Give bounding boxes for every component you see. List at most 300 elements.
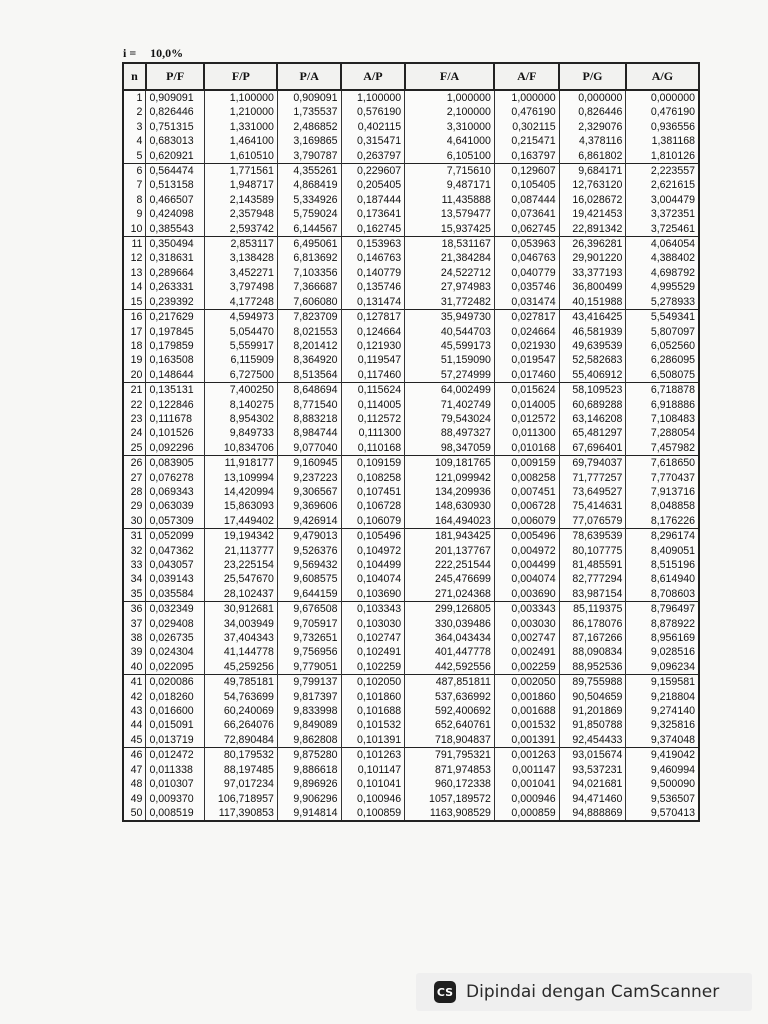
table-cell-n: 16 <box>123 310 146 325</box>
table-cell-pa: 7,366687 <box>277 280 341 294</box>
table-row <box>123 792 699 806</box>
table-cell-af: 0,011300 <box>494 426 559 440</box>
table-cell-pf: 0,239392 <box>146 295 204 310</box>
table-cell-fp: 49,785181 <box>204 675 277 690</box>
table-cell-pf: 0,751315 <box>146 120 204 134</box>
table-cell-pf: 0,069343 <box>146 485 204 499</box>
table-cell-fa: 11,435888 <box>405 193 495 207</box>
table-cell-n: 50 <box>123 806 146 821</box>
table-cell-n: 39 <box>123 645 146 659</box>
table-cell-pa: 9,644159 <box>277 587 341 602</box>
table-cell-fp: 1,100000 <box>204 90 277 105</box>
table-cell-af: 0,014005 <box>494 398 559 412</box>
table-cell-n: 43 <box>123 704 146 718</box>
table-cell-ap: 0,101041 <box>341 777 405 791</box>
table-row <box>123 471 699 485</box>
table-row <box>123 134 699 148</box>
table-cell-af: 0,006728 <box>494 499 559 513</box>
table-cell-af: 0,035746 <box>494 280 559 294</box>
table-cell-fa: 24,522712 <box>405 266 495 280</box>
table-cell-af: 0,009159 <box>494 456 559 471</box>
table-cell-fp: 4,177248 <box>204 295 277 310</box>
table-cell-pa: 2,486852 <box>277 120 341 134</box>
watermark-text: Dipindai dengan CamScanner <box>466 982 720 1002</box>
table-cell-pa: 9,779051 <box>277 660 341 675</box>
table-cell-pg: 29,901220 <box>559 251 626 265</box>
table-cell-pf: 0,148644 <box>146 368 204 383</box>
table-cell-pg: 60,689288 <box>559 398 626 412</box>
table-row <box>123 763 699 777</box>
table-row <box>123 733 699 748</box>
table-cell-pg: 16,028672 <box>559 193 626 207</box>
table-cell-n: 11 <box>123 237 146 252</box>
table-cell-pf: 0,135131 <box>146 383 204 398</box>
table-row <box>123 602 699 617</box>
table-cell-pf: 0,466507 <box>146 193 204 207</box>
table-row <box>123 149 699 164</box>
table-cell-fa: 181,943425 <box>405 529 495 544</box>
interest-rate-label <box>123 46 183 61</box>
table-cell-ag: 0,000000 <box>626 90 699 105</box>
table-cell-n: 17 <box>123 325 146 339</box>
table-cell-n: 6 <box>123 164 146 179</box>
table-row <box>123 193 699 207</box>
table-cell-fp: 2,593742 <box>204 222 277 237</box>
table-cell-ap: 0,153963 <box>341 237 405 252</box>
column-header-fa: F/A <box>405 63 495 90</box>
table-cell-af: 0,087444 <box>494 193 559 207</box>
table-cell-pg: 6,861802 <box>559 149 626 164</box>
table-cell-pa: 9,906296 <box>277 792 341 806</box>
table-cell-fa: 13,579477 <box>405 207 495 221</box>
table-cell-ap: 0,146763 <box>341 251 405 265</box>
table-cell-af: 0,019547 <box>494 353 559 367</box>
table-cell-fa: 487,851811 <box>405 675 495 690</box>
table-cell-ag: 1,810126 <box>626 149 699 164</box>
table-cell-pg: 69,794037 <box>559 456 626 471</box>
table-cell-pa: 9,799137 <box>277 675 341 690</box>
table-cell-pg: 9,684171 <box>559 164 626 179</box>
table-row <box>123 441 699 456</box>
table-row <box>123 398 699 412</box>
camscanner-logo-icon: CS <box>434 981 456 1003</box>
table-cell-n: 21 <box>123 383 146 398</box>
table-cell-pf: 0,826446 <box>146 105 204 119</box>
table-cell-af: 0,012572 <box>494 412 559 426</box>
table-cell-pg: 43,416425 <box>559 310 626 325</box>
table-cell-af: 0,005496 <box>494 529 559 544</box>
table-row <box>123 529 699 544</box>
table-cell-pa: 7,823709 <box>277 310 341 325</box>
table-cell-pg: 63,146208 <box>559 412 626 426</box>
table-cell-pg: 75,414631 <box>559 499 626 513</box>
table-cell-pg: 52,582683 <box>559 353 626 367</box>
table-cell-n: 15 <box>123 295 146 310</box>
table-cell-fp: 1,610510 <box>204 149 277 164</box>
table-cell-pf: 0,217629 <box>146 310 204 325</box>
table-cell-ag: 9,536507 <box>626 792 699 806</box>
table-cell-ag: 4,995529 <box>626 280 699 294</box>
table-cell-ag: 5,549341 <box>626 310 699 325</box>
table-cell-af: 0,002747 <box>494 631 559 645</box>
table-cell-pf: 0,009370 <box>146 792 204 806</box>
table-cell-pf: 0,029408 <box>146 617 204 631</box>
table-cell-fp: 4,594973 <box>204 310 277 325</box>
table-cell-fp: 117,390853 <box>204 806 277 821</box>
table-cell-pf: 0,016600 <box>146 704 204 718</box>
table-cell-af: 0,002491 <box>494 645 559 659</box>
table-cell-n: 35 <box>123 587 146 602</box>
table-cell-pg: 73,649527 <box>559 485 626 499</box>
table-cell-fa: 960,172338 <box>405 777 495 791</box>
table-cell-n: 38 <box>123 631 146 645</box>
table-row <box>123 251 699 265</box>
table-cell-fa: 9,487171 <box>405 178 495 192</box>
table-cell-fp: 34,003949 <box>204 617 277 631</box>
table-cell-fp: 25,547670 <box>204 572 277 586</box>
table-row <box>123 631 699 645</box>
table-cell-pa: 5,759024 <box>277 207 341 221</box>
table-cell-pg: 71,777257 <box>559 471 626 485</box>
table-cell-n: 25 <box>123 441 146 456</box>
table-cell-pf: 0,013719 <box>146 733 204 748</box>
table-cell-n: 22 <box>123 398 146 412</box>
table-cell-pg: 89,755988 <box>559 675 626 690</box>
table-cell-af: 0,040779 <box>494 266 559 280</box>
table-row <box>123 339 699 353</box>
table-cell-n: 5 <box>123 149 146 164</box>
table-cell-af: 0,003343 <box>494 602 559 617</box>
table-cell-n: 9 <box>123 207 146 221</box>
table-cell-pf: 0,032349 <box>146 602 204 617</box>
table-cell-pa: 9,237223 <box>277 471 341 485</box>
table-cell-pf: 0,263331 <box>146 280 204 294</box>
table-cell-pg: 22,891342 <box>559 222 626 237</box>
table-row <box>123 806 699 821</box>
table-cell-af: 0,021930 <box>494 339 559 353</box>
table-cell-af: 0,163797 <box>494 149 559 164</box>
table-cell-pf: 0,909091 <box>146 90 204 105</box>
table-cell-pa: 3,169865 <box>277 134 341 148</box>
table-cell-ap: 0,101147 <box>341 763 405 777</box>
table-row <box>123 280 699 294</box>
table-cell-ag: 9,028516 <box>626 645 699 659</box>
table-cell-af: 0,001263 <box>494 748 559 763</box>
column-header-ag: A/G <box>626 63 699 90</box>
table-cell-ap: 0,109159 <box>341 456 405 471</box>
table-cell-pf: 0,163508 <box>146 353 204 367</box>
table-cell-pf: 0,022095 <box>146 660 204 675</box>
table-cell-pf: 0,101526 <box>146 426 204 440</box>
table-cell-ag: 4,064054 <box>626 237 699 252</box>
table-cell-af: 0,000859 <box>494 806 559 821</box>
table-row <box>123 558 699 572</box>
table-cell-ag: 8,409051 <box>626 544 699 558</box>
table-cell-af: 0,031474 <box>494 295 559 310</box>
table-cell-pg: 77,076579 <box>559 514 626 529</box>
table-cell-ag: 8,048858 <box>626 499 699 513</box>
table-cell-pf: 0,083905 <box>146 456 204 471</box>
table-cell-af: 0,017460 <box>494 368 559 383</box>
table-cell-pg: 65,481297 <box>559 426 626 440</box>
column-header-pf: P/F <box>146 63 204 90</box>
table-cell-af: 0,002050 <box>494 675 559 690</box>
table-cell-fa: 364,043434 <box>405 631 495 645</box>
table-cell-n: 14 <box>123 280 146 294</box>
table-cell-pg: 90,504659 <box>559 690 626 704</box>
table-cell-fa: 871,974853 <box>405 763 495 777</box>
table-cell-af: 0,024664 <box>494 325 559 339</box>
table-cell-pg: 4,378116 <box>559 134 626 148</box>
table-cell-fp: 9,849733 <box>204 426 277 440</box>
table-cell-ag: 9,500090 <box>626 777 699 791</box>
table-cell-n: 29 <box>123 499 146 513</box>
table-cell-pa: 9,569432 <box>277 558 341 572</box>
table-cell-ap: 0,124664 <box>341 325 405 339</box>
table-cell-ap: 0,101391 <box>341 733 405 748</box>
table-cell-pg: 78,639539 <box>559 529 626 544</box>
table-cell-fp: 30,912681 <box>204 602 277 617</box>
table-cell-af: 0,001041 <box>494 777 559 791</box>
table-cell-ag: 5,278933 <box>626 295 699 310</box>
table-cell-pa: 8,771540 <box>277 398 341 412</box>
table-cell-ag: 3,725461 <box>626 222 699 237</box>
table-cell-pf: 0,020086 <box>146 675 204 690</box>
table-row <box>123 266 699 280</box>
table-row <box>123 704 699 718</box>
table-row <box>123 426 699 440</box>
table-cell-af: 0,062745 <box>494 222 559 237</box>
table-cell-fp: 54,763699 <box>204 690 277 704</box>
table-cell-pa: 9,875280 <box>277 748 341 763</box>
table-row <box>123 485 699 499</box>
table-row <box>123 325 699 339</box>
table-cell-pf: 0,683013 <box>146 134 204 148</box>
table-cell-fa: 40,544703 <box>405 325 495 339</box>
table-cell-pf: 0,385543 <box>146 222 204 237</box>
table-cell-fp: 1,210000 <box>204 105 277 119</box>
table-cell-ap: 0,121930 <box>341 339 405 353</box>
table-row <box>123 718 699 732</box>
table-cell-fp: 72,890484 <box>204 733 277 748</box>
table-row <box>123 383 699 398</box>
table-cell-ag: 6,052560 <box>626 339 699 353</box>
table-cell-fa: 222,251544 <box>405 558 495 572</box>
table-cell-n: 37 <box>123 617 146 631</box>
table-cell-n: 4 <box>123 134 146 148</box>
table-cell-pg: 93,537231 <box>559 763 626 777</box>
table-cell-pa: 8,364920 <box>277 353 341 367</box>
table-cell-ag: 2,621615 <box>626 178 699 192</box>
table-cell-n: 44 <box>123 718 146 732</box>
rate-symbol: i = <box>123 46 137 60</box>
table-cell-pf: 0,513158 <box>146 178 204 192</box>
table-cell-ag: 0,476190 <box>626 105 699 119</box>
table-cell-fp: 15,863093 <box>204 499 277 513</box>
table-cell-fa: 537,636992 <box>405 690 495 704</box>
table-cell-ap: 0,108258 <box>341 471 405 485</box>
column-header-n: n <box>123 63 146 90</box>
table-cell-ag: 6,718878 <box>626 383 699 398</box>
table-cell-pg: 85,119375 <box>559 602 626 617</box>
table-cell-ap: 0,106728 <box>341 499 405 513</box>
table-row <box>123 456 699 471</box>
table-cell-pa: 0,909091 <box>277 90 341 105</box>
table-cell-pa: 9,914814 <box>277 806 341 821</box>
table-cell-ag: 8,515196 <box>626 558 699 572</box>
table-cell-pg: 46,581939 <box>559 325 626 339</box>
table-cell-fa: 6,105100 <box>405 149 495 164</box>
table-cell-n: 48 <box>123 777 146 791</box>
table-cell-ap: 0,117460 <box>341 368 405 383</box>
table-cell-af: 0,215471 <box>494 134 559 148</box>
table-cell-pg: 88,090834 <box>559 645 626 659</box>
table-cell-ap: 0,140779 <box>341 266 405 280</box>
table-cell-pg: 40,151988 <box>559 295 626 310</box>
table-cell-n: 24 <box>123 426 146 440</box>
table-cell-fa: 31,772482 <box>405 295 495 310</box>
table-cell-fa: 1057,189572 <box>405 792 495 806</box>
column-header-af: A/F <box>494 63 559 90</box>
table-cell-ag: 5,807097 <box>626 325 699 339</box>
table-cell-pg: 19,421453 <box>559 207 626 221</box>
table-row <box>123 645 699 659</box>
table-cell-fa: 718,904837 <box>405 733 495 748</box>
table-cell-pf: 0,197845 <box>146 325 204 339</box>
table-cell-ag: 3,372351 <box>626 207 699 221</box>
table-cell-fa: 201,137767 <box>405 544 495 558</box>
table-row <box>123 690 699 704</box>
table-cell-fp: 8,954302 <box>204 412 277 426</box>
table-cell-pf: 0,012472 <box>146 748 204 763</box>
table-cell-fa: 245,476699 <box>405 572 495 586</box>
table-cell-ag: 9,419042 <box>626 748 699 763</box>
table-cell-af: 0,046763 <box>494 251 559 265</box>
column-header-pg: P/G <box>559 63 626 90</box>
table-cell-pf: 0,179859 <box>146 339 204 353</box>
table-cell-af: 0,010168 <box>494 441 559 456</box>
table-cell-pa: 9,608575 <box>277 572 341 586</box>
table-cell-ag: 9,218804 <box>626 690 699 704</box>
table-cell-fa: 71,402749 <box>405 398 495 412</box>
table-cell-fp: 11,918177 <box>204 456 277 471</box>
table-cell-pa: 9,833998 <box>277 704 341 718</box>
table-cell-fp: 80,179532 <box>204 748 277 763</box>
table-cell-pg: 87,167266 <box>559 631 626 645</box>
table-cell-fa: 51,159090 <box>405 353 495 367</box>
column-header-pa: P/A <box>277 63 341 90</box>
table-cell-fp: 66,264076 <box>204 718 277 732</box>
table-cell-pg: 36,800499 <box>559 280 626 294</box>
table-cell-n: 20 <box>123 368 146 383</box>
table-cell-fa: 1163,908529 <box>405 806 495 821</box>
table-cell-fa: 330,039486 <box>405 617 495 631</box>
table-cell-ag: 9,570413 <box>626 806 699 821</box>
table-row <box>123 544 699 558</box>
table-cell-fp: 45,259256 <box>204 660 277 675</box>
table-cell-n: 1 <box>123 90 146 105</box>
table-header-row <box>123 63 699 90</box>
table-cell-fa: 88,497327 <box>405 426 495 440</box>
table-cell-fp: 8,140275 <box>204 398 277 412</box>
table-cell-ap: 0,135746 <box>341 280 405 294</box>
table-cell-pg: 26,396281 <box>559 237 626 252</box>
table-cell-af: 0,003030 <box>494 617 559 631</box>
table-cell-pa: 9,886618 <box>277 763 341 777</box>
table-cell-ag: 3,004479 <box>626 193 699 207</box>
table-cell-pa: 4,355261 <box>277 164 341 179</box>
table-cell-ag: 2,223557 <box>626 164 699 179</box>
table-cell-af: 0,073641 <box>494 207 559 221</box>
table-row <box>123 660 699 675</box>
table-row <box>123 178 699 192</box>
table-cell-pf: 0,026735 <box>146 631 204 645</box>
table-cell-pg: 94,471460 <box>559 792 626 806</box>
table-cell-pa: 9,732651 <box>277 631 341 645</box>
table-cell-fa: 21,384284 <box>405 251 495 265</box>
table-cell-ap: 0,103690 <box>341 587 405 602</box>
table-cell-n: 47 <box>123 763 146 777</box>
table-cell-pg: 12,763120 <box>559 178 626 192</box>
table-cell-fa: 121,099942 <box>405 471 495 485</box>
table-cell-pf: 0,092296 <box>146 441 204 456</box>
table-row <box>123 207 699 221</box>
table-cell-n: 31 <box>123 529 146 544</box>
table-cell-ag: 8,614940 <box>626 572 699 586</box>
table-cell-n: 13 <box>123 266 146 280</box>
table-cell-af: 0,004499 <box>494 558 559 572</box>
table-cell-ag: 4,698792 <box>626 266 699 280</box>
table-cell-af: 0,006079 <box>494 514 559 529</box>
table-cell-pa: 9,756956 <box>277 645 341 659</box>
table-cell-pa: 8,984744 <box>277 426 341 440</box>
table-cell-fp: 37,404343 <box>204 631 277 645</box>
table-cell-pa: 9,896926 <box>277 777 341 791</box>
table-cell-n: 40 <box>123 660 146 675</box>
table-cell-ap: 0,173641 <box>341 207 405 221</box>
rate-value: 10,0% <box>150 46 184 60</box>
table-body <box>123 90 699 821</box>
table-row <box>123 120 699 134</box>
table-cell-ap: 0,105496 <box>341 529 405 544</box>
table-cell-ag: 8,796497 <box>626 602 699 617</box>
table-cell-pf: 0,024304 <box>146 645 204 659</box>
table-cell-fa: 271,024368 <box>405 587 495 602</box>
table-cell-fp: 17,449402 <box>204 514 277 529</box>
table-cell-n: 3 <box>123 120 146 134</box>
table-cell-n: 26 <box>123 456 146 471</box>
table-cell-pa: 9,705917 <box>277 617 341 631</box>
table-cell-fp: 1,331000 <box>204 120 277 134</box>
table-cell-ag: 8,176226 <box>626 514 699 529</box>
table-cell-pa: 9,817397 <box>277 690 341 704</box>
table-cell-af: 0,001532 <box>494 718 559 732</box>
table-cell-ag: 9,325816 <box>626 718 699 732</box>
table-cell-fp: 21,113777 <box>204 544 277 558</box>
table-cell-fp: 2,143589 <box>204 193 277 207</box>
table-cell-ap: 0,110168 <box>341 441 405 456</box>
camscanner-watermark <box>416 973 752 1011</box>
table-cell-ap: 0,162745 <box>341 222 405 237</box>
table-cell-pg: 55,406912 <box>559 368 626 383</box>
table-cell-fa: 7,715610 <box>405 164 495 179</box>
table-cell-ag: 6,918886 <box>626 398 699 412</box>
table-cell-fa: 4,641000 <box>405 134 495 148</box>
table-cell-pf: 0,424098 <box>146 207 204 221</box>
table-cell-pg: 2,329076 <box>559 120 626 134</box>
table-cell-ap: 0,103343 <box>341 602 405 617</box>
table-cell-fa: 64,002499 <box>405 383 495 398</box>
